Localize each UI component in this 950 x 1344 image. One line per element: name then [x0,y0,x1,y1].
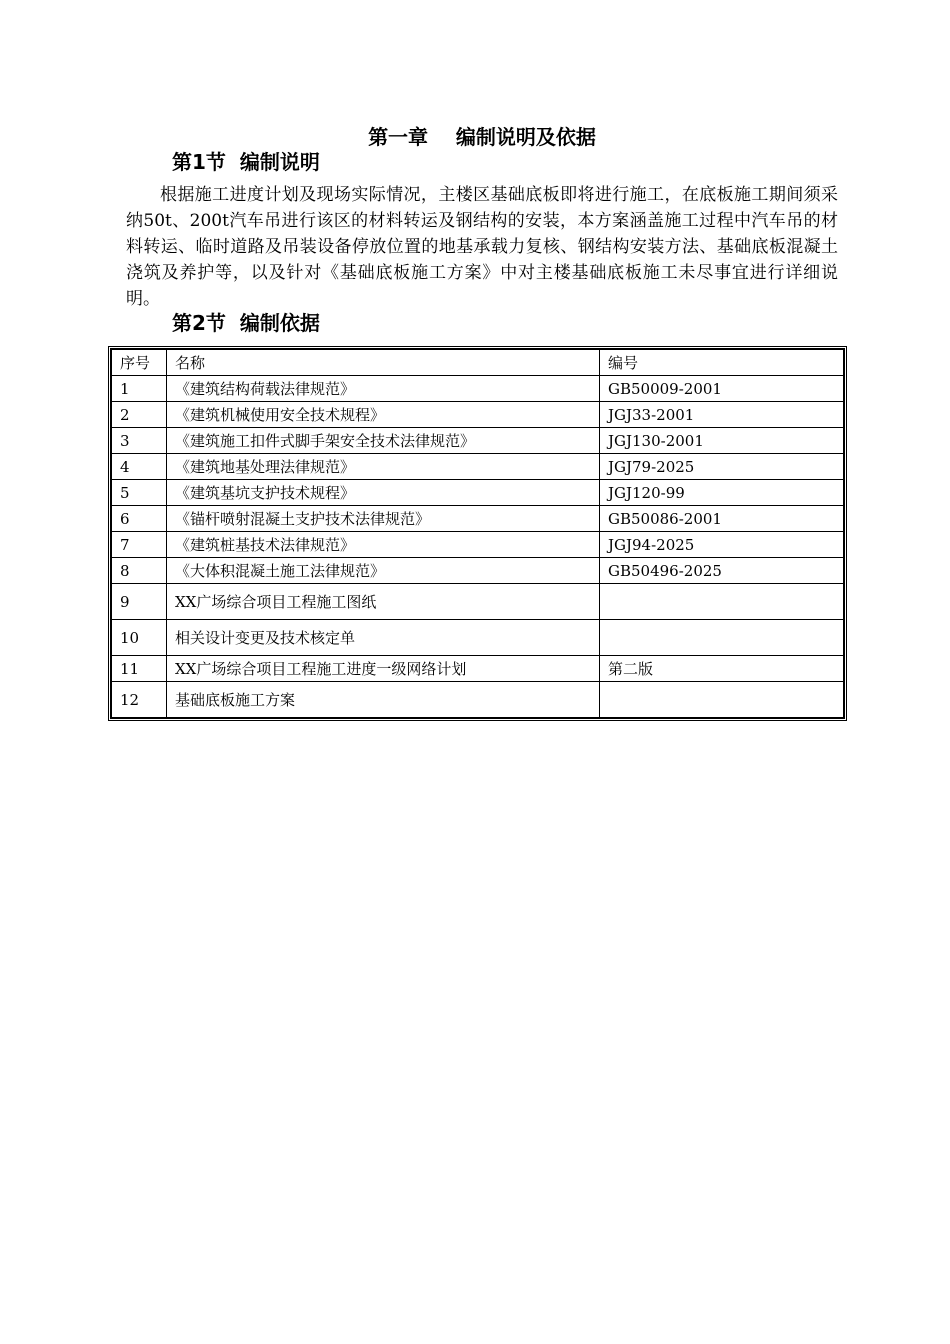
table-row [112,656,844,682]
row-code: JGJ79-2025 [600,454,844,480]
row-code: JGJ94-2025 [600,532,844,558]
section-1-paragraph: 根据施工进度计划及现场实际情况，主楼区基础底板即将进行施工，在底板施工期间须采纳50t、200t汽车吊进行该区的材料转运及钢结构的安装，本方案涵盖施工过程中汽车吊的材料转运、临时道路及吊装设备停放位置的地基承载力复核、钢结构安装方法、基础底板混凝土浇筑及养护等，以及针对《基础底板施工方案》中对主楼基础底板施工未尽事宜进行详细说明。 [126,185,838,309]
row-code: 第二版 [600,656,844,682]
table-row [112,402,844,428]
header-code: 编号 [600,350,844,376]
row-no: 5 [112,480,167,506]
row-no: 12 [112,682,167,718]
row-name: 《建筑基坑支护技术规程》 [167,480,600,506]
row-no: 4 [112,454,167,480]
row-no: 2 [112,402,167,428]
row-name: 《建筑桩基技术法律规范》 [167,532,600,558]
table-row [112,428,844,454]
section-2-title: 第2节 编制依据 [172,311,320,335]
row-no: 8 [112,558,167,584]
row-name: 相关设计变更及技术核定单 [167,620,600,656]
section-1-title: 第1节 编制说明 [172,150,320,174]
row-code: JGJ33-2001 [600,402,844,428]
row-no: 10 [112,620,167,656]
table-row [112,532,844,558]
row-no: 11 [112,656,167,682]
table-row [112,620,844,656]
row-no: 9 [112,584,167,620]
header-name: 名称 [167,350,600,376]
row-no: 6 [112,506,167,532]
row-no: 7 [112,532,167,558]
table-row [112,584,844,620]
row-name: XX广场综合项目工程施工进度一级网络计划 [167,656,600,682]
row-name: 《建筑结构荷载法律规范》 [167,376,600,402]
chapter-title: 第一章 编制说明及依据 [368,125,596,149]
row-code [600,682,844,718]
row-code: GB50009-2001 [600,376,844,402]
row-name: 《大体积混凝土施工法律规范》 [167,558,600,584]
row-name: XX广场综合项目工程施工图纸 [167,584,600,620]
row-no: 1 [112,376,167,402]
table-row [112,480,844,506]
row-name: 基础底板施工方案 [167,682,600,718]
header-no: 序号 [112,350,167,376]
table-row [112,376,844,402]
row-name: 《锚杆喷射混凝土支护技术法律规范》 [167,506,600,532]
row-code [600,620,844,656]
row-code [600,584,844,620]
row-code: JGJ120-99 [600,480,844,506]
table-header-row [112,350,844,376]
row-name: 《建筑施工扣件式脚手架安全技术法律规范》 [167,428,600,454]
table-row [112,682,844,718]
row-name: 《建筑机械使用安全技术规程》 [167,402,600,428]
row-name: 《建筑地基处理法律规范》 [167,454,600,480]
row-code: GB50086-2001 [600,506,844,532]
table-row [112,454,844,480]
table-row [112,506,844,532]
table-row [112,558,844,584]
row-code: GB50496-2025 [600,558,844,584]
row-no: 3 [112,428,167,454]
row-code: JGJ130-2001 [600,428,844,454]
basis-table [108,346,847,721]
